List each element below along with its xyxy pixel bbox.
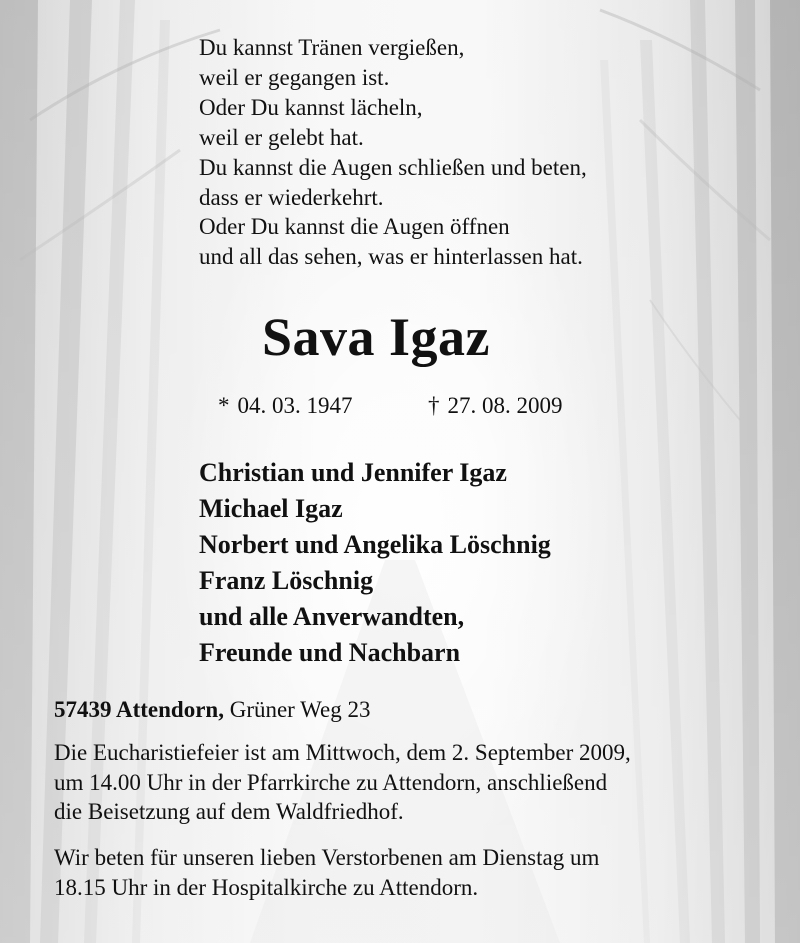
poem-line: Oder Du kannst die Augen öffnen <box>199 214 510 240</box>
mourners-list <box>199 455 551 671</box>
death-date <box>428 393 563 419</box>
service-line: Die Eucharistiefeier ist am Mittwoch, dem 2. September 2009, <box>54 740 631 765</box>
poem-line: Du kannst Tränen vergießen, <box>199 35 465 60</box>
mourner-line: Norbert und Angelika Löschnig <box>199 530 551 559</box>
service-info <box>54 738 631 827</box>
prayer-line: 18.15 Uhr in der Hospitalkirche zu Attendorn. <box>54 874 479 900</box>
poem <box>199 33 587 272</box>
poem-line: und all das sehen, was er hinterlassen hat. <box>199 244 583 270</box>
address-street: Grüner Weg 23 <box>229 697 371 722</box>
birth-date <box>218 393 353 419</box>
prayer-info <box>54 843 599 902</box>
address <box>54 697 371 723</box>
poem-line: Oder Du kannst lächeln, <box>199 94 423 120</box>
poem-line: weil er gegangen ist. <box>199 64 390 90</box>
poem-line: Du kannst die Augen schließen und beten, <box>199 154 587 180</box>
death-date-text: 27. 08. 2009 <box>447 393 563 418</box>
service-line: die Beisetzung auf dem Waldfriedhof. <box>54 799 404 824</box>
mourner-line: Michael Igaz <box>199 494 343 523</box>
prayer-line: Wir beten für unseren lieben Verstorbenen am Dienstag um <box>54 845 600 870</box>
mourner-line: und alle Anverwandten, <box>199 602 465 631</box>
death-cross-icon: † <box>428 393 440 418</box>
mourner-line: Christian und Jennifer Igaz <box>199 458 507 487</box>
birth-date-text: 04. 03. 1947 <box>237 393 353 418</box>
service-line: um 14.00 Uhr in der Pfarrkirche zu Attendorn, anschließend <box>54 769 608 795</box>
birth-star-icon: * <box>218 393 230 418</box>
deceased-name: Sava Igaz <box>262 307 491 367</box>
mourner-line: Franz Löschnig <box>199 566 374 595</box>
poem-line: dass er wiederkehrt. <box>199 184 384 210</box>
poem-line: weil er gelebt hat. <box>199 124 364 150</box>
mourner-line: Freunde und Nachbarn <box>199 638 461 667</box>
address-city: 57439 Attendorn, <box>54 697 224 722</box>
